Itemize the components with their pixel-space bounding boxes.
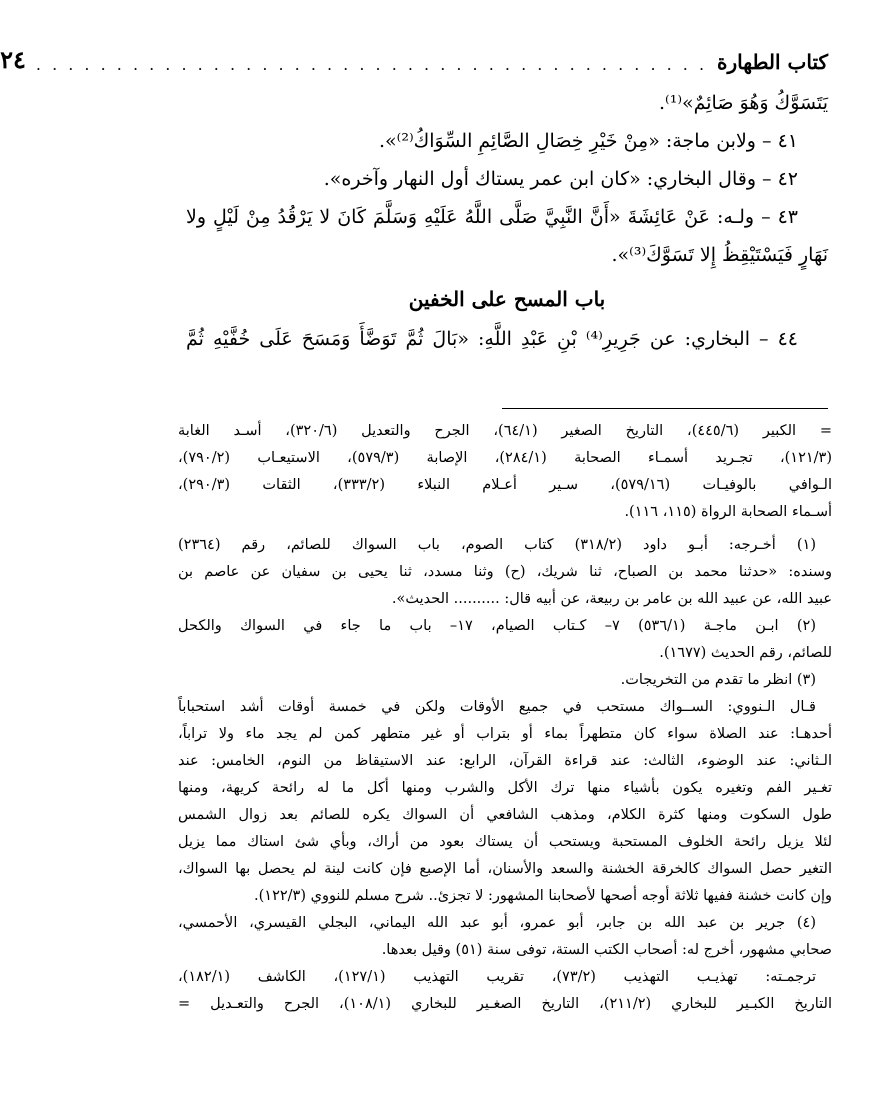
footnote-line: التغير حصل السواك كالخرقة الخشنة والسعد والأسنان، أما الإصبع فإن كانت لينة لم يحصل بها السواك، [178, 861, 832, 877]
footnote-line: وسنده: «حدثنا محمد بن الصباح، ثنا شريك، (ح) وثنا مسدد، ثنا يحيى بن سفيان عن عاصم بن [178, 564, 832, 580]
hadith-44: ٤٤ – البخاري: عن جَرِيرِ⁽⁴⁾ بْنِ عَبْدِ اللَّهِ: «بَالَ ثُمَّ تَوَضَّأَ وَمَسَحَ عَلَى خُفَّيْهِ ثُمَّ [186, 328, 798, 350]
footnote-line: لئلا يزيل رائحة الخلوف المستحبة ويستحب أن يستاك بعود من أراك، وبأي شئ استاك مما يزيل [178, 834, 832, 850]
footnote-line: طول السكوت ومنها كثرة الكلام، ومذهب الشافعي أن السواك يكره للصائم بعد زوال الشمس [178, 807, 832, 823]
footnote-line: أسـماء الصحابة الرواة (١١٥، ١١٦). [624, 504, 832, 520]
footnote-line: (١٢١/٣)، تجـريد أسمـاء الصحابة (٢٨٤/١)، الإصابة (٥٧٩/٣)، الاستيعـاب (٧٩٠/٢)، [178, 450, 832, 466]
hadith-43: ٤٣ – ولـه: عَنْ عَائِشَةَ «أَنَّ النَّبِيَّ صَلَّى اللَّهُ عَلَيْهِ وَسَلَّمَ كَانَ لا يَرْقُدُ مِنْ لَيْلٍ ولا [186, 206, 798, 228]
footnote-line: وإن كانت خشنة ففيها ثلاثة أوجه أصحها لأصحابنا المشهور: لا تجزئ.. شرح مسلم للنووي (١٢٢/٣). [254, 888, 832, 904]
footnote-2: (٢) ابـن ماجـة (٥٣٦/١) ٧– كـتاب الصيام، ١٧– باب ما جاء في السواك والكحل [178, 618, 816, 634]
footnote-separator [502, 408, 828, 409]
text-line: نَهَارٍ فَيَسْتَيْقِظُ إِلا تَسَوَّكَ⁽³⁾». [611, 244, 828, 266]
footnote-line: الـثاني: عند الوضوء، الثالث: عند قراءة القرآن، الرابع: عند الاستيقاظ من النوم، الخامس: عند [178, 753, 832, 769]
footnote-line: ترجمـته: تهذيـب التهذيب (٧٣/٢)، تقريب التهذيب (١٢٧/١)، الكاشف (١٨٢/١)، [178, 969, 816, 985]
footnote-line: الـوافي بالوفيـات (٥٧٩/١٦)، سـير أعـلام النبلاء (٣٣٣/٢)، الثقات (٢٩٠/٣)، [178, 477, 833, 493]
footnote-line: أحدهـا: عند الصلاة سواء كان متطهراً بماء أو بتراب أو غير متطهر كمن لم يجد ماء ولا تراباً، [178, 726, 832, 742]
main-text [186, 84, 828, 358]
footnote-line: للصائم، رقم الحديث (١٦٧٧). [659, 645, 832, 661]
footnote-line: التاريخ الكبـير للبخاري (٢١١/٢)، التاريخ الصغـير للبخاري (١٠٨/١)، الجرح والتعـديل = [178, 996, 832, 1012]
footnote-line: عبيد الله، عن عبيد الله بن عامر بن ربيعة، عن أبيه قال: .......... الحديث». [391, 591, 832, 607]
footnote-3: (٣) انظر ما تقدم من التخريجات. [620, 672, 816, 688]
footnote-line: صحابي مشهور، أخرج له: أصحاب الكتب الستة، توفى سنة (٥١) وقيل بعدها. [381, 942, 832, 958]
chapter-title: باب المسح على الخفين [408, 287, 606, 311]
hadith-42: ٤٢ – وقال البخاري: «كان ابن عمر يستاك أول النهار وآخره». [323, 168, 798, 190]
book-title: كتاب الطهارة [717, 50, 828, 74]
hadith-41: ٤١ – ولابن ماجة: «مِنْ خَيْرِ خِصَالِ الصَّائِمِ السِّوَاكُ⁽²⁾». [378, 130, 798, 152]
page-number: ٢٤ [0, 45, 26, 74]
footnote-1: (١) أخـرجه: أبـو داود (٣١٨/٢) كتاب الصوم، باب السواك للصائم، رقم (٢٣٦٤) [178, 537, 816, 553]
footnote-line: تغـير الفم وتغيره يكون بأشياء منها ترك الأكل والشرب ومنها أكل ما له رائحة كريهة، ومنها [178, 780, 832, 796]
nawawi-comment: قـال الـنووي: الســواك مستحب في جميع الأوقات ولكن في خمسة أوقات أشد استحباباً [178, 699, 816, 715]
text-line: يَتَسَوَّكُ وَهُوَ صَائِمٌ»⁽¹⁾. [658, 92, 828, 114]
footnotes [178, 418, 832, 1018]
leader-dots: . . . . . . . . . . . . . . . . . . . . . . . . . . . . . . . . . . . . . . . . . . [35, 55, 708, 74]
running-head [0, 40, 828, 74]
footnote-4: (٤) جرير بن عبد الله بن جابر، أبو عمرو، أبو عبد الله اليماني، البجلي القيسري، الأحمسي، [178, 915, 816, 931]
footnote-line: = الكبير (٤٤٥/٦)، التاريخ الصغير (٦٤/١)، الجرح والتعديل (٣٢٠/٦)، أسـد الغابة [178, 423, 833, 439]
